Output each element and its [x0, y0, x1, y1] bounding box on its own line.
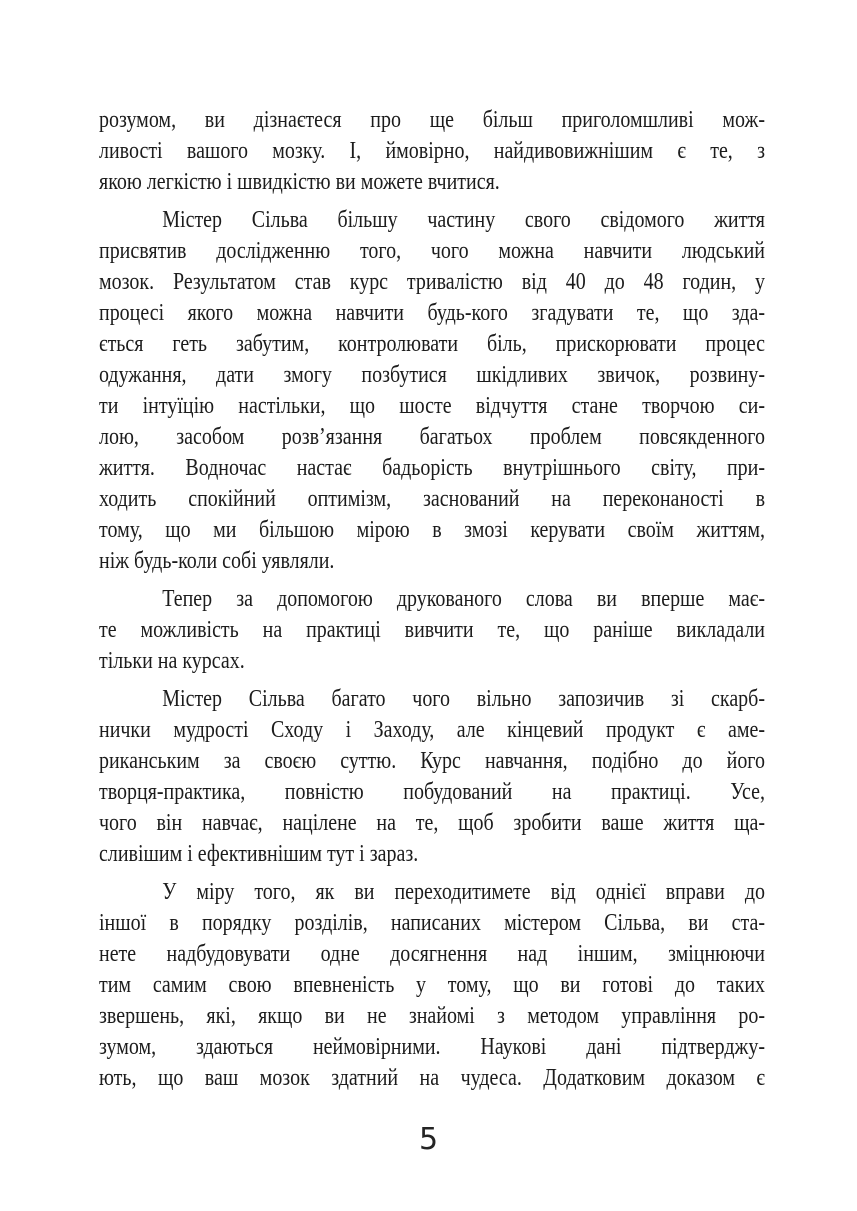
text-line: ти інтуїцію настільки, що шосте відчуття стане творчою си-	[99, 393, 765, 419]
text-line: ливості вашого мозку. І, ймовірно, найдивовижнішим є те, з	[99, 138, 765, 164]
text-line: чого він навчає, націлене на те, щоб зробити ваше життя ща-	[99, 810, 765, 836]
text-line: Тепер за допомогою друкованого слова ви вперше має-	[162, 586, 765, 612]
text-line: творця-практика, повністю побудований на практиці. Усе,	[99, 779, 765, 805]
text-line: сливішим і ефективнішим тут і зараз.	[99, 841, 419, 867]
page-text	[99, 105, 765, 1101]
text-line: тільки на курсах.	[99, 648, 245, 674]
paragraph	[99, 584, 765, 677]
text-line: тому, що ми більшою мірою в змозі керувати своїм життям,	[99, 517, 765, 543]
text-line: ють, що ваш мозок здатний на чудеса. Додатковим доказом є	[99, 1065, 765, 1091]
text-line: нички мудрості Сходу і Заходу, але кінцевий продукт є аме-	[99, 717, 765, 743]
text-line: процесі якого можна навчити будь-кого згадувати те, що зда-	[99, 300, 765, 326]
paragraph	[99, 205, 765, 577]
text-line: тим самим свою впевненість у тому, що ви готові до таких	[99, 972, 765, 998]
paragraph	[99, 105, 765, 198]
text-line: зумом, здаються неймовірними. Наукові дані підтверджу-	[99, 1034, 765, 1060]
text-line: Містер Сільва більшу частину свого свідомого життя	[162, 207, 765, 233]
text-line: якою легкістю і швидкістю ви можете вчитися.	[99, 169, 500, 195]
text-line: присвятив дослідженню того, чого можна навчити людський	[99, 238, 765, 264]
text-line: Містер Сільва багато чого вільно запозичив зі скарб-	[162, 686, 765, 712]
text-line: одужання, дати змогу позбутися шкідливих звичок, розвину-	[99, 362, 765, 388]
text-line: звершень, які, якщо ви не знайомі з методом управління ро-	[99, 1003, 765, 1029]
text-line: ніж будь-коли собі уявляли.	[99, 548, 335, 574]
text-line: розумом, ви дізнаєтеся про ще більш приголомшливі мож-	[99, 107, 765, 133]
text-line: мозок. Результатом став курс тривалістю від 40 до 48 годин, у	[99, 269, 765, 295]
text-line: риканським за своєю суттю. Курс навчання, подібно до його	[99, 748, 765, 774]
text-line: У міру того, як ви переходитимете від однієї вправи до	[162, 879, 765, 905]
text-line: нете надбудовувати одне досягнення над іншим, зміцнюючи	[99, 941, 765, 967]
text-line: ється геть забутим, контролювати біль, прискорювати процес	[99, 331, 765, 357]
text-line: ходить спокійний оптимізм, заснований на переконаності в	[99, 486, 765, 512]
text-line: лою, засобом розв’язання багатьох проблем повсякденного	[99, 424, 765, 450]
text-line: іншої в порядку розділів, написаних містером Сільва, ви ста-	[99, 910, 765, 936]
paragraph	[99, 877, 765, 1094]
page-number: 5	[418, 1122, 439, 1157]
paragraph	[99, 684, 765, 870]
text-line: те можливість на практиці вивчити те, що раніше викладали	[99, 617, 765, 643]
text-line: життя. Водночас настає бадьорість внутрішнього світу, при-	[99, 455, 765, 481]
